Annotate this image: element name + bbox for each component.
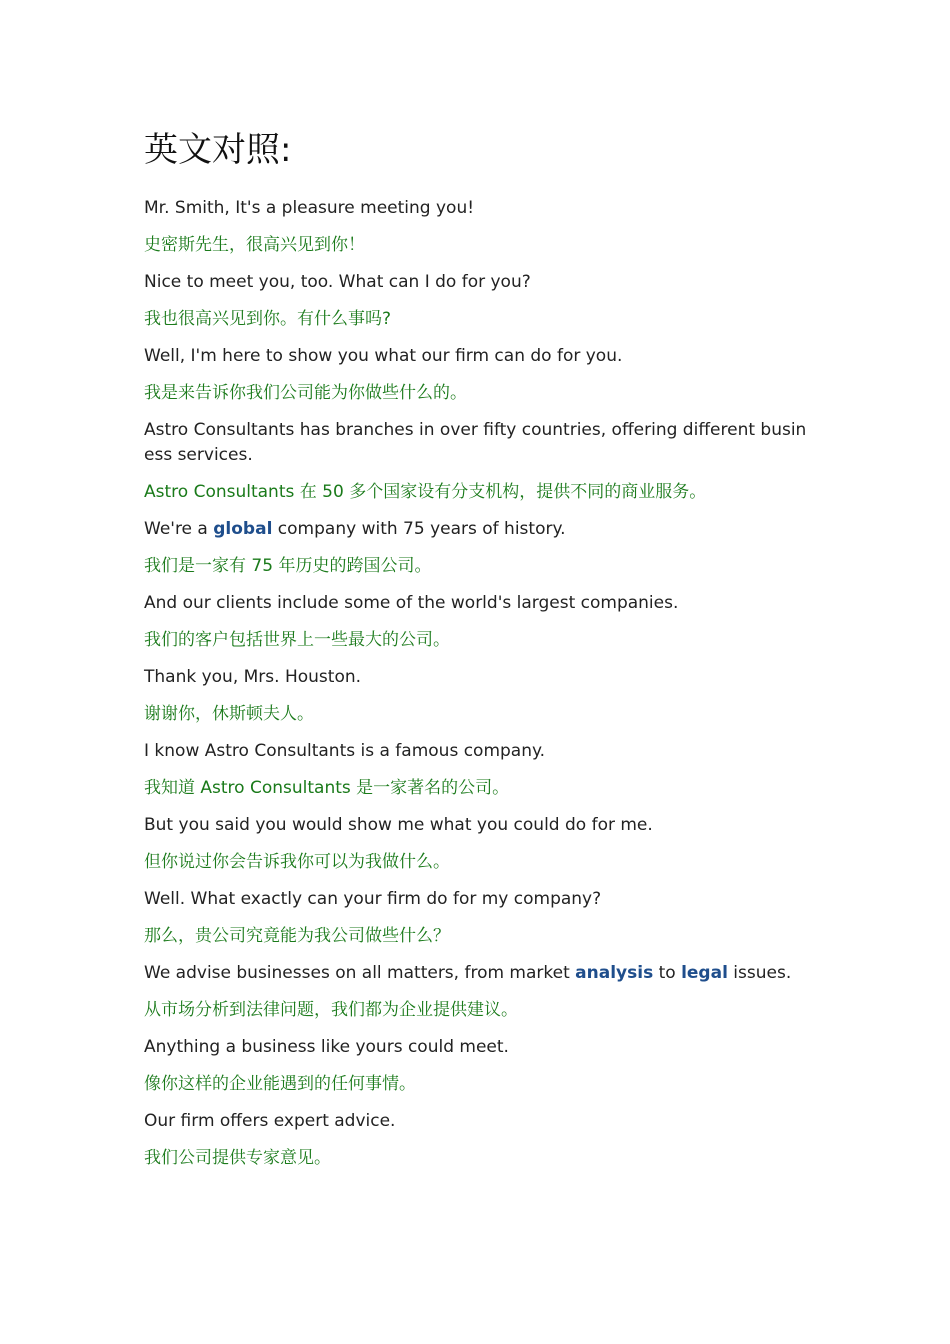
- line-text: 那么，贵公司究竟能为我公司做些什么？: [144, 926, 450, 946]
- keyword-highlight: legal: [681, 963, 728, 983]
- keyword-highlight: analysis: [575, 963, 654, 983]
- line-text: 我是来告诉你我们公司能为你做些什么的。: [144, 383, 467, 403]
- chinese-translation-line: [144, 850, 814, 875]
- line-text: 我们公司提供专家意见。: [144, 1148, 331, 1168]
- line-text: Astro Consultants has branches in over fifty countries, offering different business services.: [144, 420, 807, 465]
- line-text: 但你说过你会告诉我你可以为我做什么。: [144, 852, 450, 872]
- line-text: We're a: [144, 519, 214, 539]
- page-title: 英文对照:: [144, 130, 292, 170]
- document-page: [144, 126, 814, 1183]
- line-text: 我也很高兴见到你。有什么事吗?: [144, 309, 392, 329]
- line-text: company with 75 years of history.: [272, 519, 566, 539]
- english-line: [144, 665, 814, 690]
- chinese-translation-line: [144, 702, 814, 727]
- chinese-translation-line: [144, 480, 814, 505]
- chinese-translation-line: [144, 998, 814, 1023]
- line-text: 史密斯先生，很高兴见到你！: [144, 235, 365, 255]
- line-text: Anything a business like yours could meet.: [144, 1037, 509, 1057]
- line-text: Thank you, Mrs. Houston.: [144, 667, 362, 687]
- line-text: 从市场分析到法律问题，我们都为企业提供建议。: [144, 1000, 518, 1020]
- keyword-highlight: global: [213, 519, 273, 539]
- chinese-translation-line: [144, 924, 814, 949]
- chinese-translation-line: [144, 554, 814, 579]
- chinese-translation-line: [144, 381, 814, 406]
- english-line: [144, 1035, 814, 1060]
- english-line: [144, 418, 814, 468]
- line-text: We advise businesses on all matters, from market: [144, 963, 576, 983]
- chinese-translation-line: [144, 628, 814, 653]
- line-text: I know Astro Consultants is a famous company.: [144, 741, 546, 761]
- line-text: Well. What exactly can your firm do for my company?: [144, 889, 602, 909]
- english-line: [144, 591, 814, 616]
- english-line: [144, 344, 814, 369]
- chinese-translation-line: [144, 776, 814, 801]
- english-line: [144, 270, 814, 295]
- english-line: [144, 196, 814, 221]
- line-text: Our firm offers expert advice.: [144, 1111, 396, 1131]
- line-text: 像你这样的企业能遇到的任何事情。: [144, 1074, 416, 1094]
- line-text: Nice to meet you, too. What can I do for you?: [144, 272, 531, 292]
- dialogue-lines: [144, 196, 814, 1171]
- line-text: Well, I'm here to show you what our firm can do for you.: [144, 346, 623, 366]
- line-text: And our clients include some of the world's largest companies.: [144, 593, 679, 613]
- english-line: [144, 887, 814, 912]
- line-text: 我知道 Astro Consultants 是一家著名的公司。: [144, 778, 510, 798]
- chinese-translation-line: [144, 1072, 814, 1097]
- chinese-translation-line: [144, 1146, 814, 1171]
- chinese-translation-line: [144, 307, 814, 332]
- english-line: [144, 1109, 814, 1134]
- english-line: [144, 961, 814, 986]
- line-text: Mr. Smith, It's a pleasure meeting you!: [144, 198, 475, 218]
- english-line: [144, 813, 814, 838]
- line-text: Astro Consultants 在 50 多个国家设有分支机构，提供不同的商业服务。: [144, 482, 707, 502]
- chinese-translation-line: [144, 233, 814, 258]
- english-line: [144, 517, 814, 542]
- line-text: to: [653, 963, 682, 983]
- line-text: 我们的客户包括世界上一些最大的公司。: [144, 630, 450, 650]
- line-text: 我们是一家有 75 年历史的跨国公司。: [144, 556, 432, 576]
- line-text: issues.: [727, 963, 792, 983]
- line-text: 谢谢你，休斯顿夫人。: [144, 704, 314, 724]
- english-line: [144, 739, 814, 764]
- line-text: But you said you would show me what you could do for me.: [144, 815, 653, 835]
